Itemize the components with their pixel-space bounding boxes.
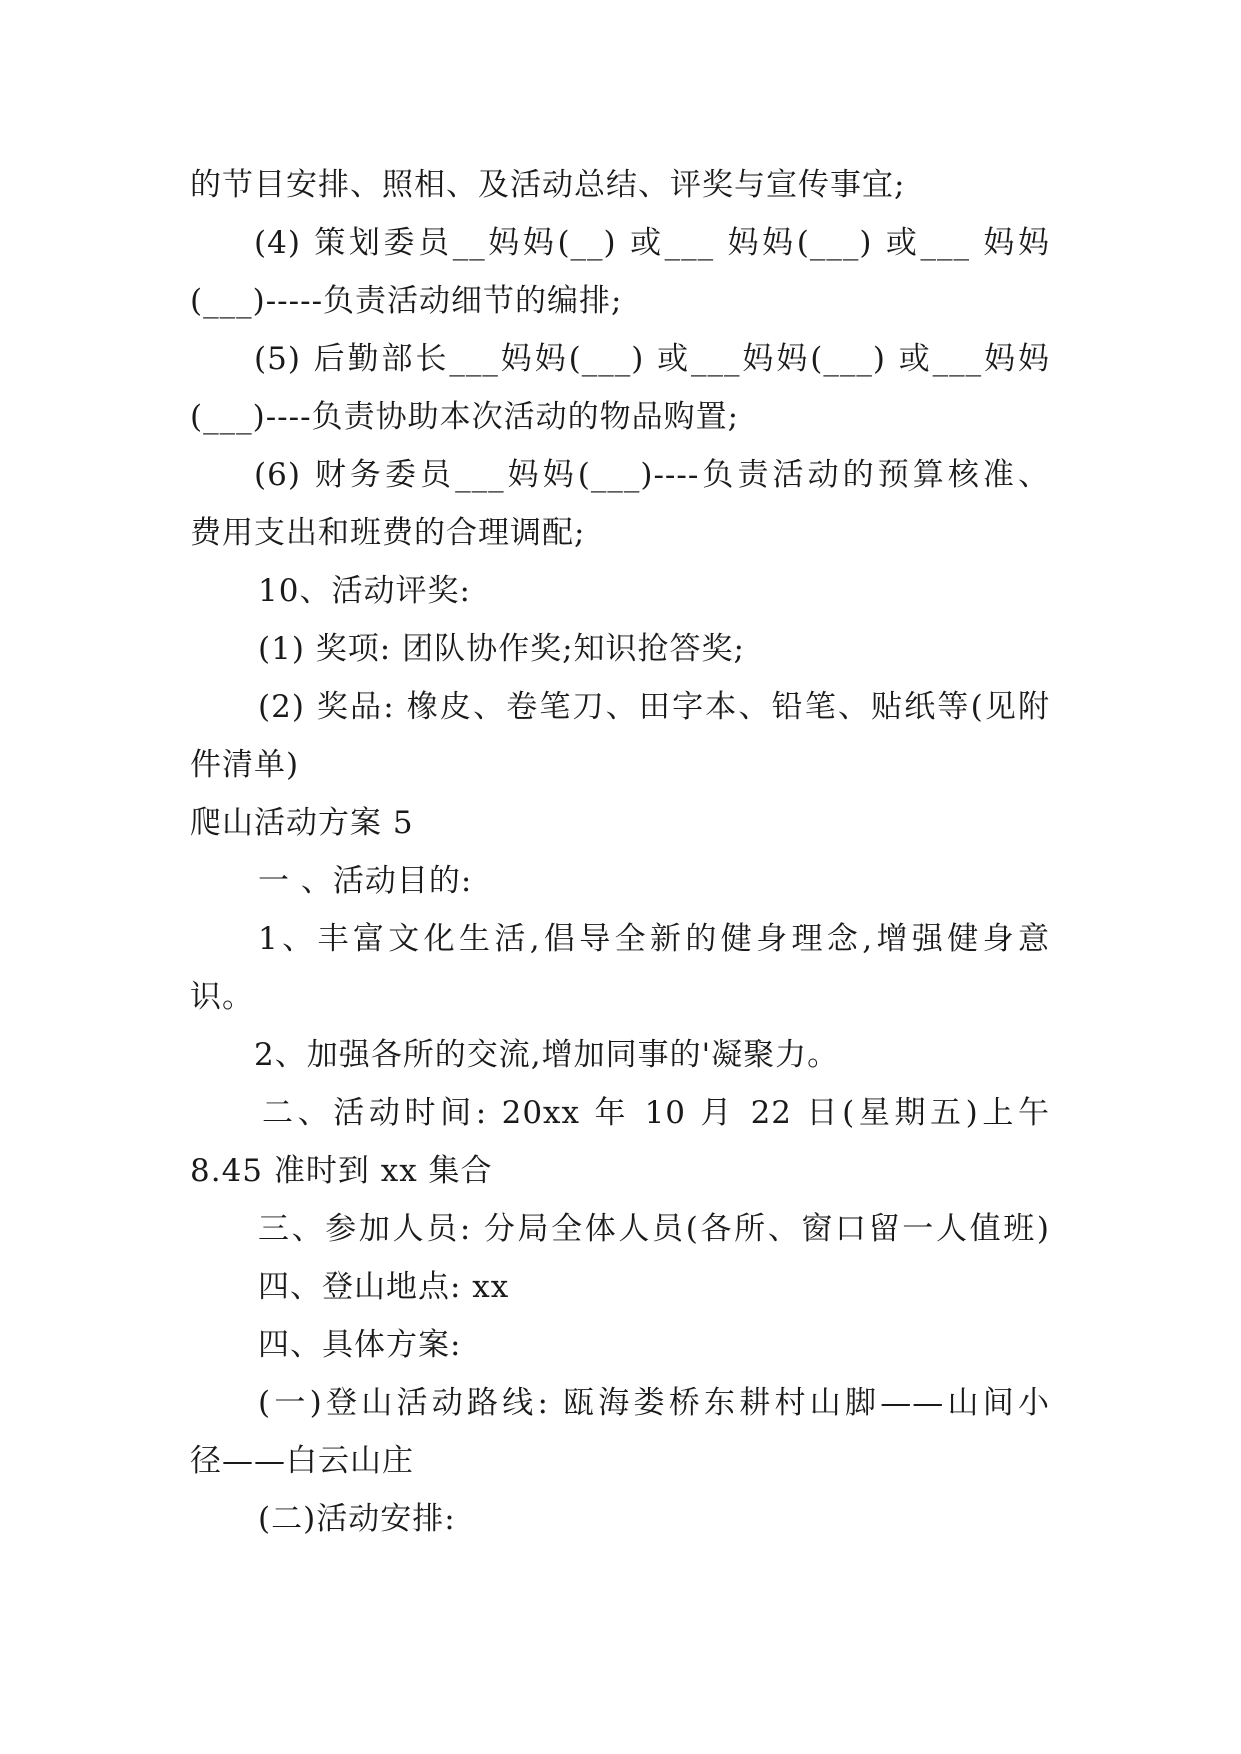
text-line-24: (二)活动安排: — [258, 1501, 456, 1537]
text-line-19: 三、参加人员: 分局全体人员(各所、窗口留一人值班) — [258, 1211, 1050, 1247]
text-line-4: (5) 后勤部长___妈妈(___) 或___妈妈(___) 或___妈妈 — [254, 341, 1050, 377]
text-line-22: (一)登山活动路线: 瓯海娄桥东耕村山脚——山间小 — [258, 1385, 1050, 1421]
text-line-14: 1、丰富文化生活,倡导全新的健身理念,增强健身意 — [258, 921, 1050, 957]
text-line-21: 四、具体方案: — [258, 1327, 462, 1363]
text-line-11: 件清单) — [190, 747, 300, 783]
text-line-6: (6) 财务委员___妈妈(___)----负责活动的预算核准、 — [254, 457, 1050, 493]
text-line-10: (2) 奖品: 橡皮、卷笔刀、田字本、铅笔、贴纸等(见附 — [258, 689, 1050, 725]
text-line-7: 费用支出和班费的合理调配; — [190, 515, 586, 551]
text-line-15: 识。 — [190, 979, 254, 1015]
text-line-23: 径——白云山庄 — [190, 1443, 414, 1479]
section-heading: 爬山活动方案 5 — [190, 805, 414, 841]
text-line-13: 一 、活动目的: — [258, 863, 473, 899]
text-line-5: (___)----负责协助本次活动的物品购置; — [190, 399, 740, 435]
text-line-2: (4) 策划委员__妈妈(__) 或___ 妈妈(___) 或___ 妈妈 — [254, 225, 1050, 261]
text-line-16: 2、加强各所的交流,增加同事的'凝聚力。 — [254, 1037, 840, 1073]
text-line-20: 四、登山地点: xx — [258, 1269, 510, 1305]
text-line-9: (1) 奖项: 团队协作奖;知识抢答奖; — [258, 631, 745, 667]
text-line-1: 的节目安排、照相、及活动总结、评奖与宣传事宜; — [190, 167, 906, 203]
text-line-18: 8.45 准时到 xx 集合 — [190, 1153, 493, 1189]
text-line-8: 10、活动评奖: — [258, 573, 471, 609]
text-line-17: 二、活动时间: 20xx 年 10 月 22 日(星期五)上午 — [262, 1095, 1050, 1131]
text-line-3: (___)-----负责活动细节的编排; — [190, 283, 623, 319]
